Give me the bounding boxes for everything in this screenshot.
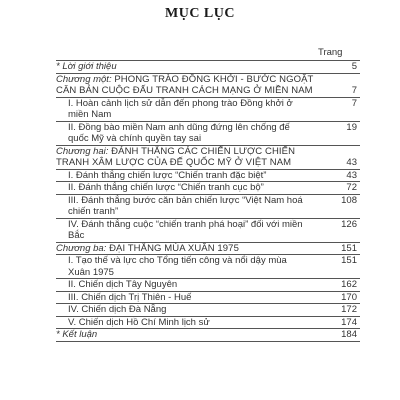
toc-entry-chapter-3[interactable] [56, 242, 360, 255]
section-title: III. Chiến dịch Trị Thiên - Huế [68, 291, 192, 303]
section-title: IV. Chiến dịch Đà Nẵng [68, 304, 167, 315]
section-title: IV. Đánh thắng cuộc “chiến tranh phá hoại” đối với miền Bắc [68, 218, 303, 241]
chapter-label: Chương ba: [56, 242, 107, 254]
entry-page-number: 170 [341, 291, 357, 303]
chapter-label: Chương hai: [56, 145, 109, 157]
toc-entry-section[interactable] [56, 194, 360, 218]
section-title: II. Đánh thắng chiến lược “Chiến tranh cục bộ” [68, 182, 264, 193]
entry-page-number: 72 [346, 182, 357, 193]
section-title: I. Tạo thế và lực cho Tổng tiến công và nổi dậy mùa Xuân 1975 [68, 255, 287, 278]
chapter-title: PHONG TRÀO ĐỒNG KHỞI - BƯỚC NGOẶT CĂN BẢN CUỘC ĐẤU TRANH CÁCH MẠNG Ở MIỀN NAM [56, 73, 314, 96]
entry-page-number: 108 [341, 194, 357, 206]
entry-page-number: 162 [341, 279, 357, 290]
page-column-header: Trang [318, 47, 343, 58]
entry-page-number: 126 [341, 218, 357, 230]
entry-page-number: 174 [341, 316, 357, 328]
section-title: II. Chiến dịch Tây Nguyên [68, 279, 178, 290]
toc-entry-chapter-2[interactable] [56, 145, 360, 169]
toc-entry-section[interactable] [56, 303, 360, 316]
entry-label: * Kết luận [56, 329, 98, 340]
toc-entry-section[interactable] [56, 278, 360, 291]
section-title: V. Chiến dịch Hồ Chí Minh lịch sử [68, 316, 210, 328]
entry-label: * Lời giới thiệu [56, 61, 117, 72]
toc-entry-section[interactable] [56, 316, 360, 329]
toc-entry-intro[interactable] [56, 60, 360, 73]
toc-entry-section[interactable] [56, 97, 360, 121]
toc-entry-section[interactable] [56, 181, 360, 194]
toc-entry-chapter-1[interactable] [56, 73, 360, 97]
toc-entry-conclusion[interactable] [56, 328, 360, 341]
toc-entry-section[interactable] [56, 291, 360, 304]
toc-entry-section[interactable] [56, 254, 360, 278]
entry-page-number: 7 [351, 85, 357, 96]
chapter-label: Chương một: [56, 73, 112, 85]
entry-page-number: 5 [351, 61, 357, 72]
bottom-rule [56, 341, 360, 342]
section-title: III. Đánh thắng bước căn bản chiến lược “Việt Nam hoá chiến tranh” [68, 194, 303, 217]
toc-entry-section[interactable] [56, 169, 360, 182]
section-title: I. Đánh thắng chiến lược “Chiến tranh đặc biệt” [68, 169, 267, 181]
entry-page-number: 43 [346, 169, 357, 181]
section-title: I. Hoàn cảnh lịch sử dẫn đến phong trào Đồng khởi ở miền Nam [68, 97, 293, 120]
entry-page-number: 151 [341, 255, 357, 266]
entry-page-number: 172 [341, 304, 357, 315]
entry-page-number: 7 [351, 97, 357, 109]
entry-page-number: 184 [341, 329, 357, 340]
entry-page-number: 19 [346, 121, 357, 133]
toc-entry-section[interactable] [56, 218, 360, 242]
toc-title: MỤC LỤC [165, 6, 235, 21]
chapter-title: ĐÁNH THẮNG CÁC CHIẾN LƯỢC CHIẾN TRANH XÂM LƯỢC CỦA ĐẾ QUỐC MỸ Ở VIỆT NAM [56, 145, 296, 168]
chapter-title: ĐẠI THẮNG MÙA XUÂN 1975 [106, 242, 239, 254]
toc-entry-section[interactable] [56, 121, 360, 145]
entry-page-number: 151 [341, 242, 357, 254]
section-title: II. Đồng bào miền Nam anh dũng đứng lên chống đế quốc Mỹ và chính quyền tay sai [68, 121, 290, 144]
toc-list [56, 60, 360, 342]
entry-page-number: 43 [346, 157, 357, 168]
